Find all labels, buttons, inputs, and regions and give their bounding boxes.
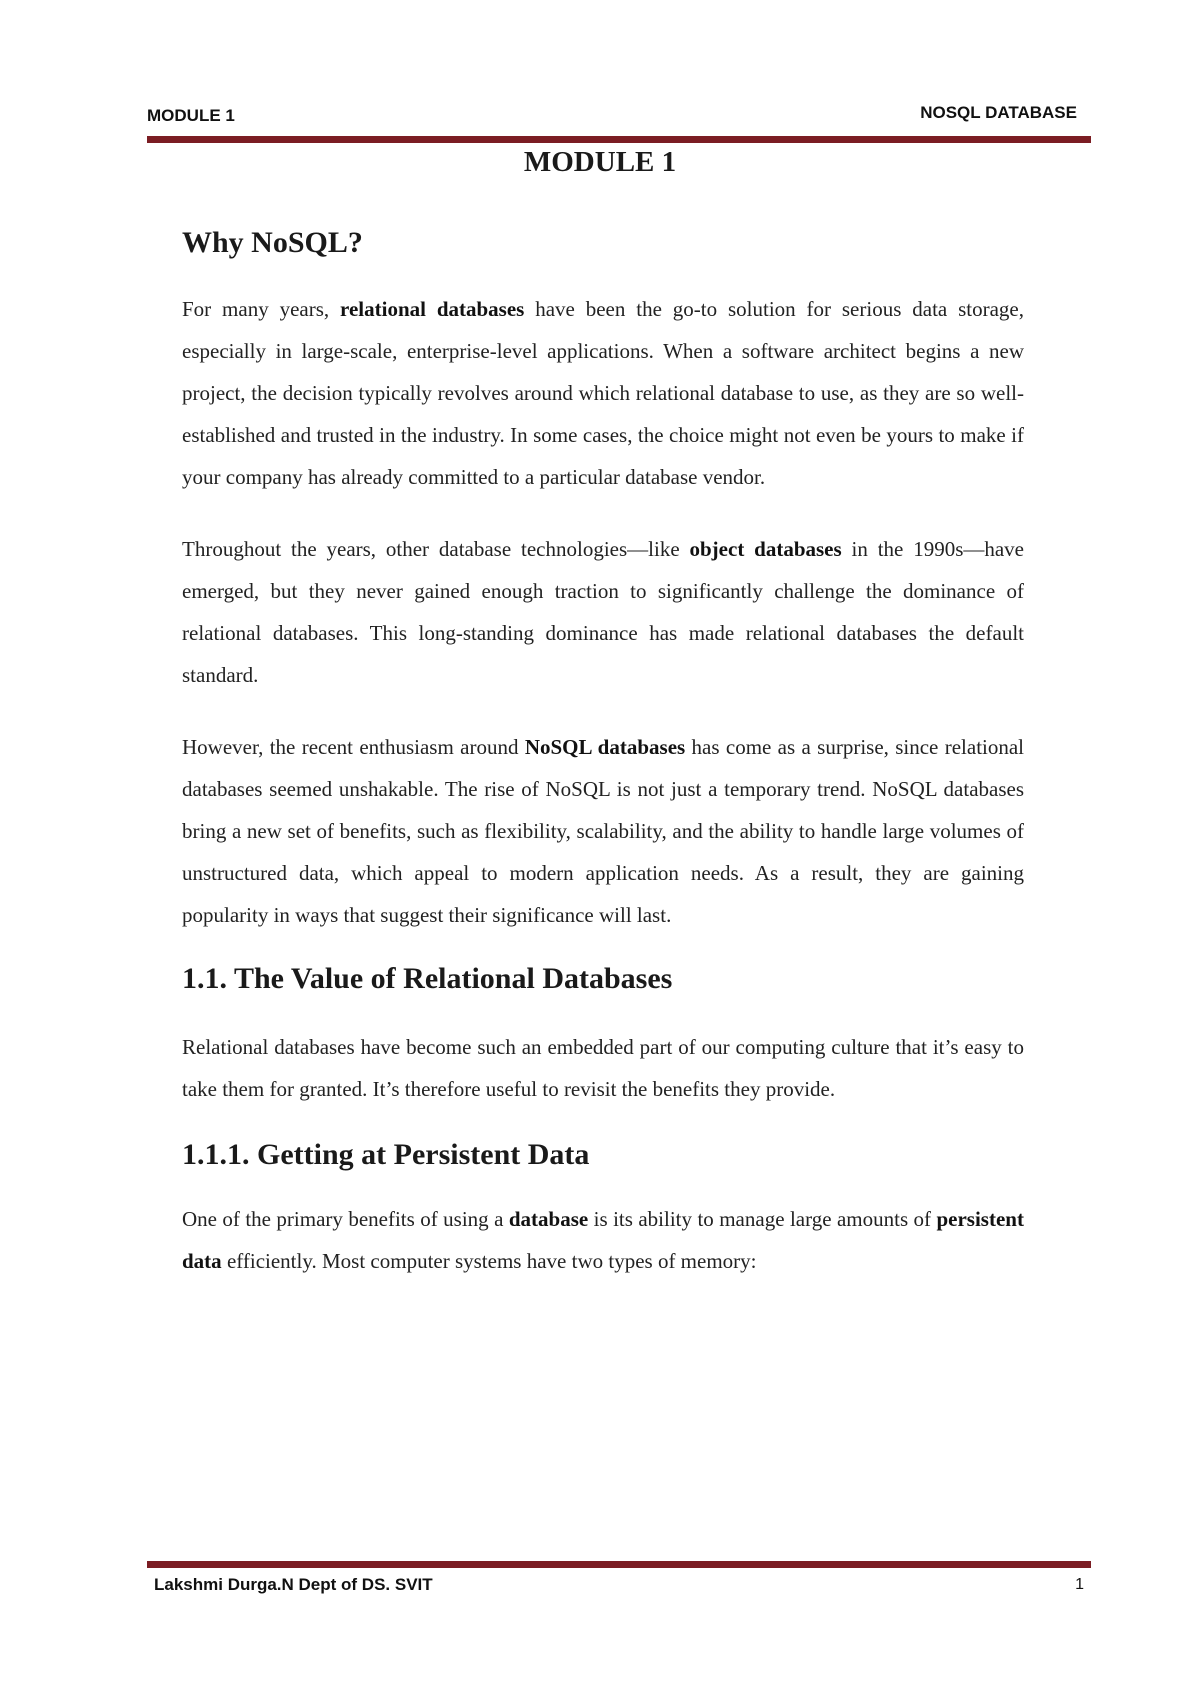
header-module-label: MODULE 1 (147, 106, 235, 125)
section-heading-why-nosql: Why NoSQL? (182, 226, 363, 259)
footer-author: Lakshmi Durga.N Dept of DS. SVIT (154, 1575, 433, 1594)
paragraph-relational-intro: For many years, relational databases have been the go-to solution for serious data storage, especially in large-scale, enterprise-level applications. When a software architect begins a new project, the decision typically revolves around which relational database to use, as they are so well-established and trusted in the industry. In some cases, the choice might not even be yours to make if your company has already committed to a particular database vendor. (182, 297, 1024, 489)
header-rule (147, 136, 1091, 143)
paragraph-persistent-data: One of the primary benefits of using a database is its ability to manage large amounts of persistent data efficiently. Most computer systems have two types of memory: (182, 1207, 1024, 1273)
paragraph-other-technologies: Throughout the years, other database technologies—like object databases in the 1990s—have emerged, but they never gained enough traction to significantly challenge the dominance of relational databases. This long-standing dominance has made relational databases the default standard. (182, 537, 1025, 687)
section-heading-persistent-data: 1.1.1. Getting at Persistent Data (182, 1138, 590, 1171)
header-course-label: NOSQL DATABASE (920, 103, 1077, 122)
footer-rule (147, 1561, 1091, 1568)
document-body (182, 226, 1024, 1282)
paragraph-nosql-enthusiasm: However, the recent enthusiasm around NoSQL databases has come as a surprise, since relational databases seemed unshakable. The rise of NoSQL is not just a temporary trend. NoSQL databases bring a new set of benefits, such as flexibility, scalability, and the ability to handle large volumes of unstructured data, which appeal to modern application needs. As a result, they are gaining popularity in ways that suggest their significance will last. (182, 735, 1025, 927)
page-number: 1 (1075, 1576, 1084, 1593)
section-heading-value-relational: 1.1. The Value of Relational Databases (182, 962, 673, 995)
paragraph-value-relational: Relational databases have become such an embedded part of our computing culture that it’s easy to take them for granted. It’s therefore useful to revisit the benefits they provide. (182, 1035, 1024, 1101)
page-title: MODULE 1 (523, 146, 677, 178)
